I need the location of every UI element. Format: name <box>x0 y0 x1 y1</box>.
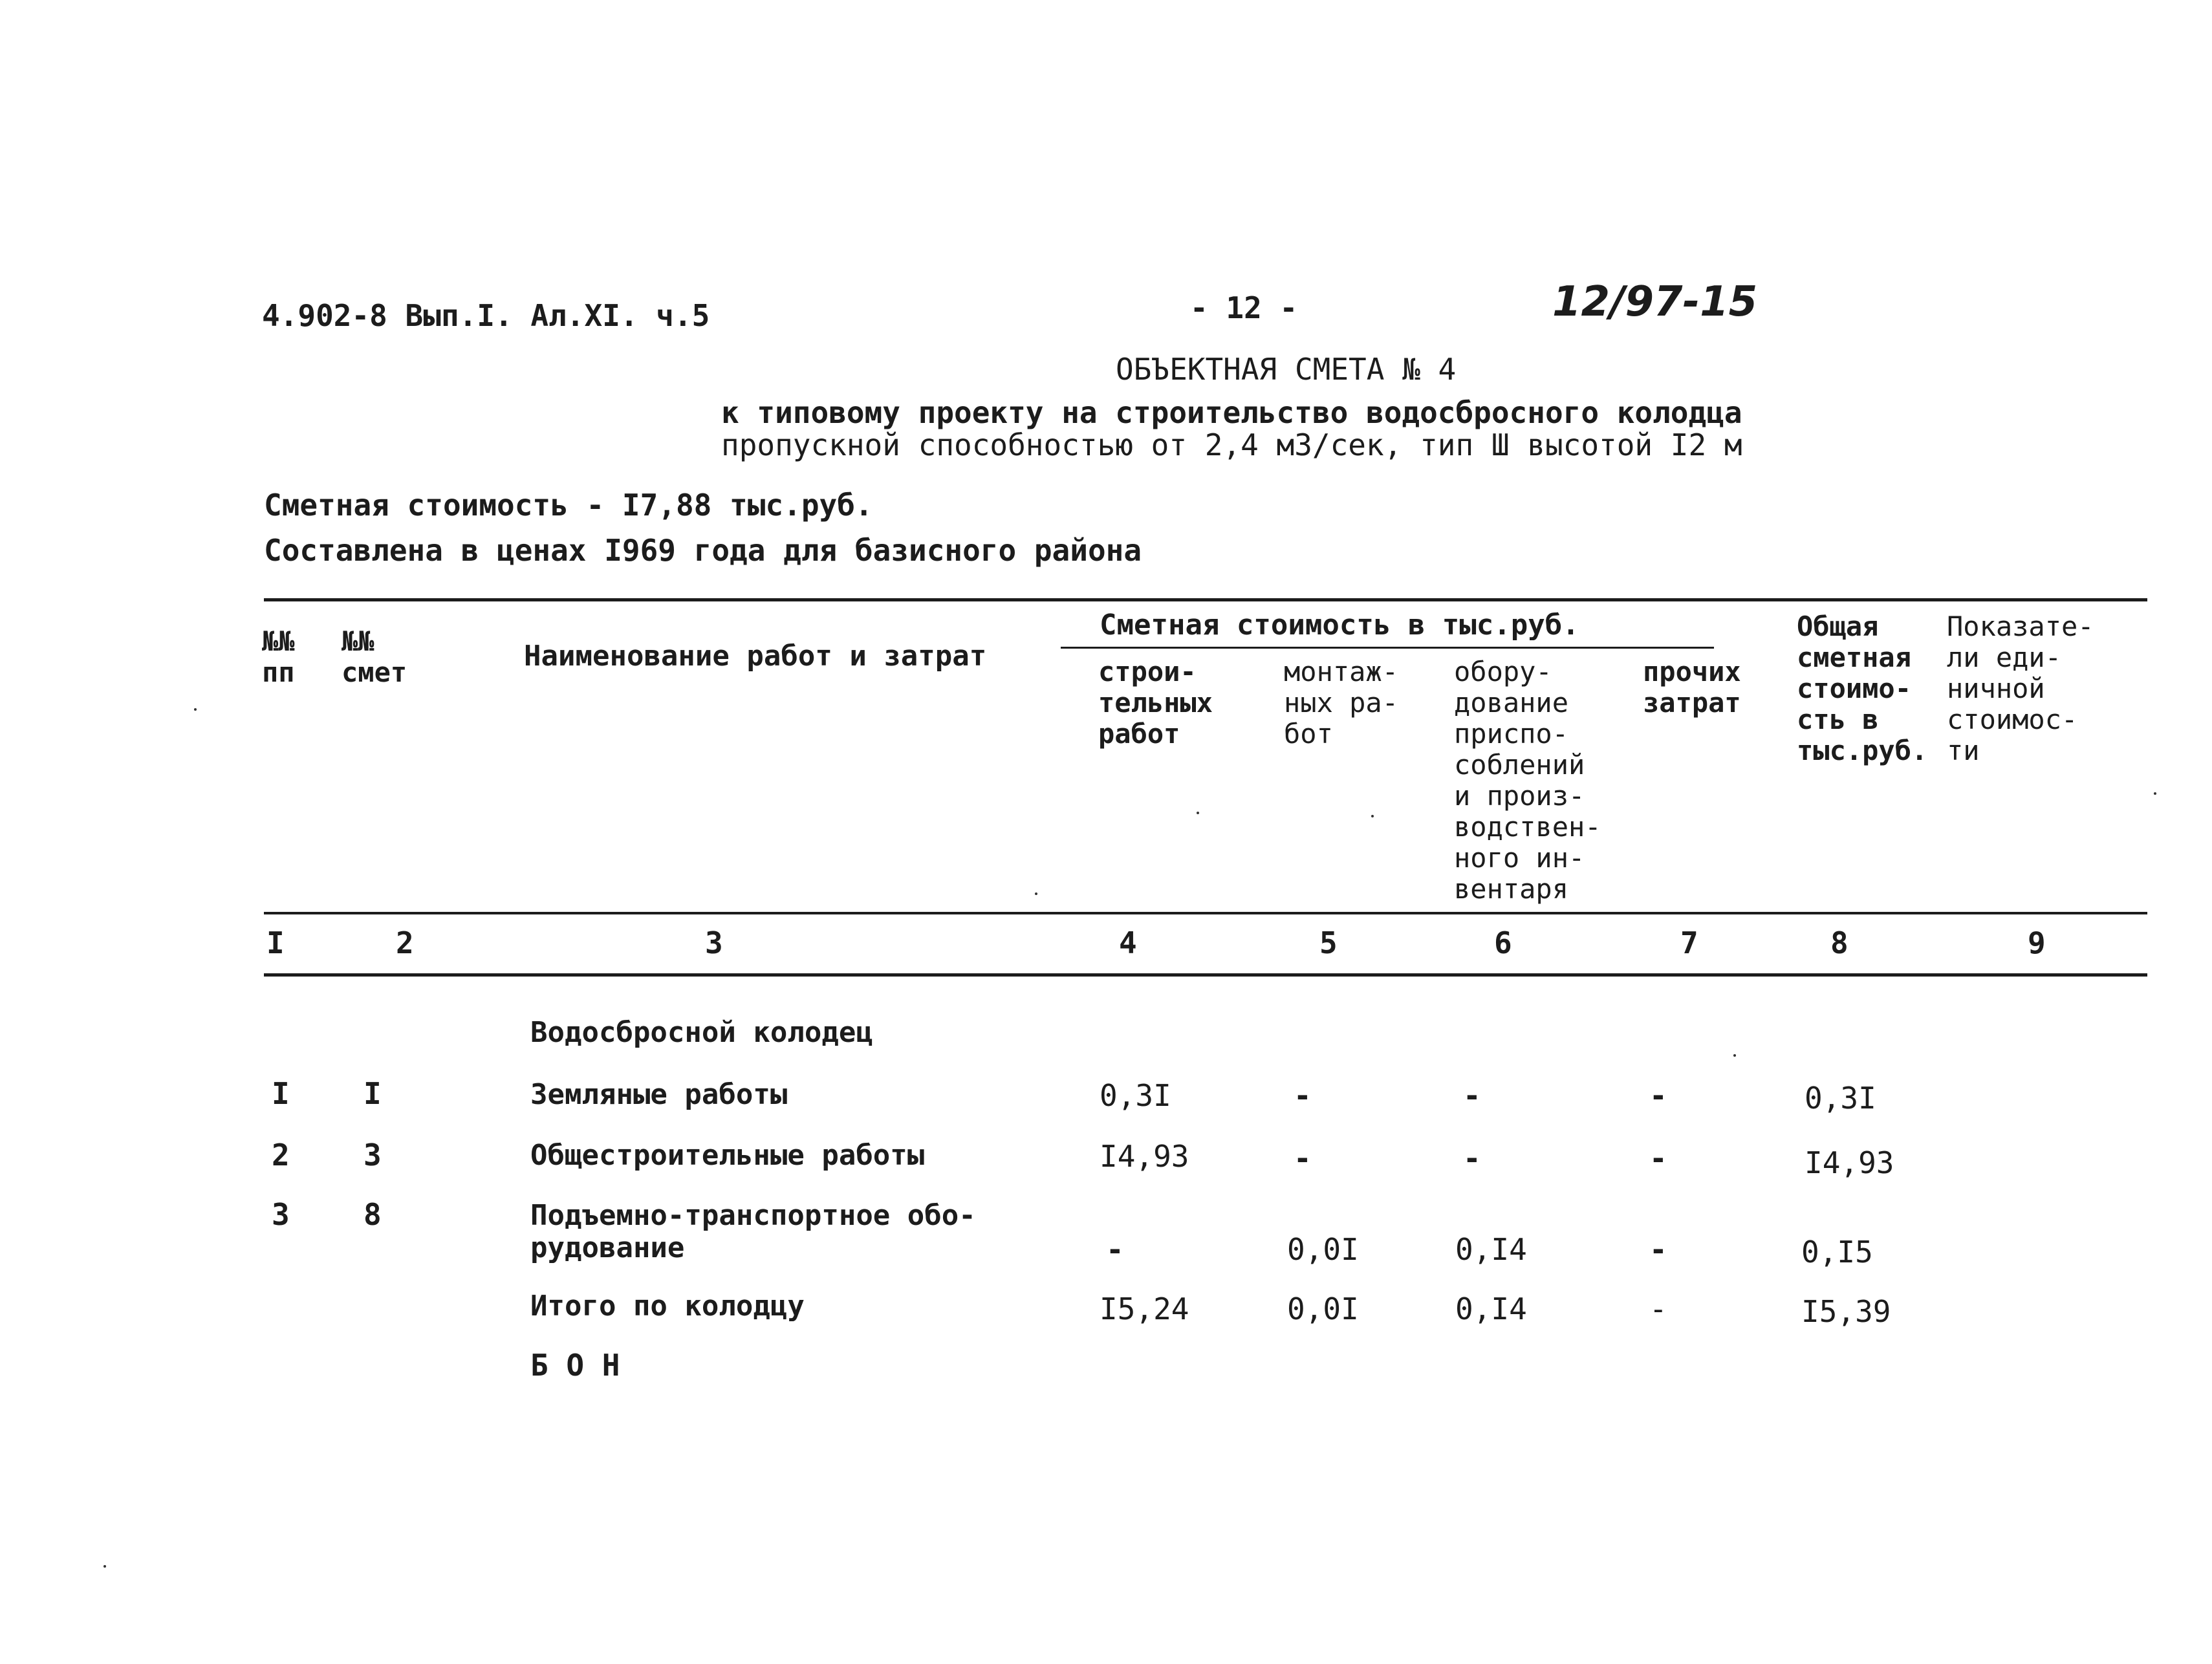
scan-speck <box>1197 812 1199 814</box>
header-group-cost: Сметная стоимость в тыс.руб. <box>1100 609 1579 642</box>
row3-other: - <box>1649 1232 1667 1267</box>
scan-speck <box>103 1565 106 1568</box>
prices-note: Составлена в ценах I969 года для базисного района <box>264 533 1142 568</box>
row2-pp: 2 <box>272 1138 290 1172</box>
header-unit-indicators: Показате- ли еди- ничной стоимос- ти <box>1947 610 2094 766</box>
total-label: Итого по колодцу <box>530 1290 805 1323</box>
header-other: прочих затрат <box>1643 656 1741 719</box>
document-code: 4.902-8 Вып.I. Ал.XI. ч.5 <box>262 298 710 333</box>
header-smet: №№ смет <box>342 625 407 688</box>
row1-construction: 0,3I <box>1100 1078 1171 1113</box>
header-bottom-rule <box>264 912 2147 914</box>
row1-total: 0,3I <box>1805 1081 1876 1116</box>
table-top-rule <box>264 598 2147 601</box>
col-number-4: 4 <box>1119 925 1137 960</box>
col-number-5: 5 <box>1319 925 1338 960</box>
col-number-6: 6 <box>1494 925 1512 960</box>
col-number-9: 9 <box>2028 925 2046 960</box>
scan-speck <box>2154 792 2156 795</box>
estimated-cost: Сметная стоимость - I7,88 тыс.руб. <box>264 488 873 523</box>
page-number: - 12 - <box>1190 290 1298 325</box>
row3-total: 0,I5 <box>1801 1235 1873 1270</box>
group-header-rule <box>1061 647 1714 649</box>
col-number-1: I <box>266 925 285 960</box>
section-title: Водосбросной колодец <box>530 1016 873 1049</box>
col-number-2: 2 <box>396 925 414 960</box>
header-pp: №№ пп <box>262 625 295 688</box>
row2-name: Общестроительные работы <box>530 1139 925 1172</box>
subtitle-line-2: пропускной способностью от 2,4 м3/сек, тип Ш высотой I2 м <box>721 427 1742 462</box>
header-installation: монтаж- ных ра- бот <box>1284 656 1399 750</box>
row1-equipment: - <box>1463 1078 1481 1113</box>
total-other: - <box>1649 1291 1667 1326</box>
col-number-8: 8 <box>1830 925 1849 960</box>
col-number-7: 7 <box>1680 925 1698 960</box>
row2-other: - <box>1649 1141 1667 1176</box>
row3-name: Подъемно-транспортное обо- рудование <box>530 1199 976 1264</box>
row3-equipment: 0,I4 <box>1455 1232 1527 1267</box>
scan-speck <box>1733 1054 1736 1057</box>
row3-smet: 8 <box>363 1197 382 1232</box>
row3-pp: 3 <box>272 1197 290 1232</box>
subtitle-line-1: к типовому проекту на строительство водосбросного колодца <box>721 395 1742 430</box>
header-total-cost: Общая сметная стоимо- сть в тыс.руб. <box>1797 610 1928 766</box>
total-total: I5,39 <box>1801 1294 1891 1329</box>
header-equipment: обору- дование приспо- соблений и произ- водствен- ного ин- вентаря <box>1454 656 1601 905</box>
scan-speck <box>1035 892 1037 895</box>
row2-smet: 3 <box>363 1138 382 1172</box>
column-numbers-rule <box>264 973 2147 977</box>
row3-construction: - <box>1106 1232 1124 1267</box>
scan-speck <box>1371 815 1374 817</box>
row2-installation: - <box>1294 1141 1312 1176</box>
row1-smet: I <box>363 1076 382 1111</box>
bon-label: Б О Н <box>530 1348 620 1383</box>
row2-equipment: - <box>1463 1141 1481 1176</box>
row1-other: - <box>1649 1078 1667 1113</box>
row1-pp: I <box>272 1076 290 1111</box>
total-installation: 0,0I <box>1287 1291 1359 1326</box>
row2-total: I4,93 <box>1805 1145 1894 1180</box>
col-number-3: 3 <box>705 925 723 960</box>
row2-construction: I4,93 <box>1100 1139 1189 1174</box>
handwritten-reference: 12/97-15 <box>1552 278 1758 326</box>
scan-speck <box>194 708 197 711</box>
row1-installation: - <box>1294 1078 1312 1113</box>
row1-name: Земляные работы <box>530 1078 788 1111</box>
header-name: Наименование работ и затрат <box>524 640 987 673</box>
total-construction: I5,24 <box>1100 1291 1189 1326</box>
header-construction: строи- тельных работ <box>1098 656 1213 750</box>
row3-installation: 0,0I <box>1287 1232 1359 1267</box>
total-equipment: 0,I4 <box>1455 1291 1527 1326</box>
estimate-title: ОБЪЕКТНАЯ СМЕТА № 4 <box>1116 352 1457 387</box>
